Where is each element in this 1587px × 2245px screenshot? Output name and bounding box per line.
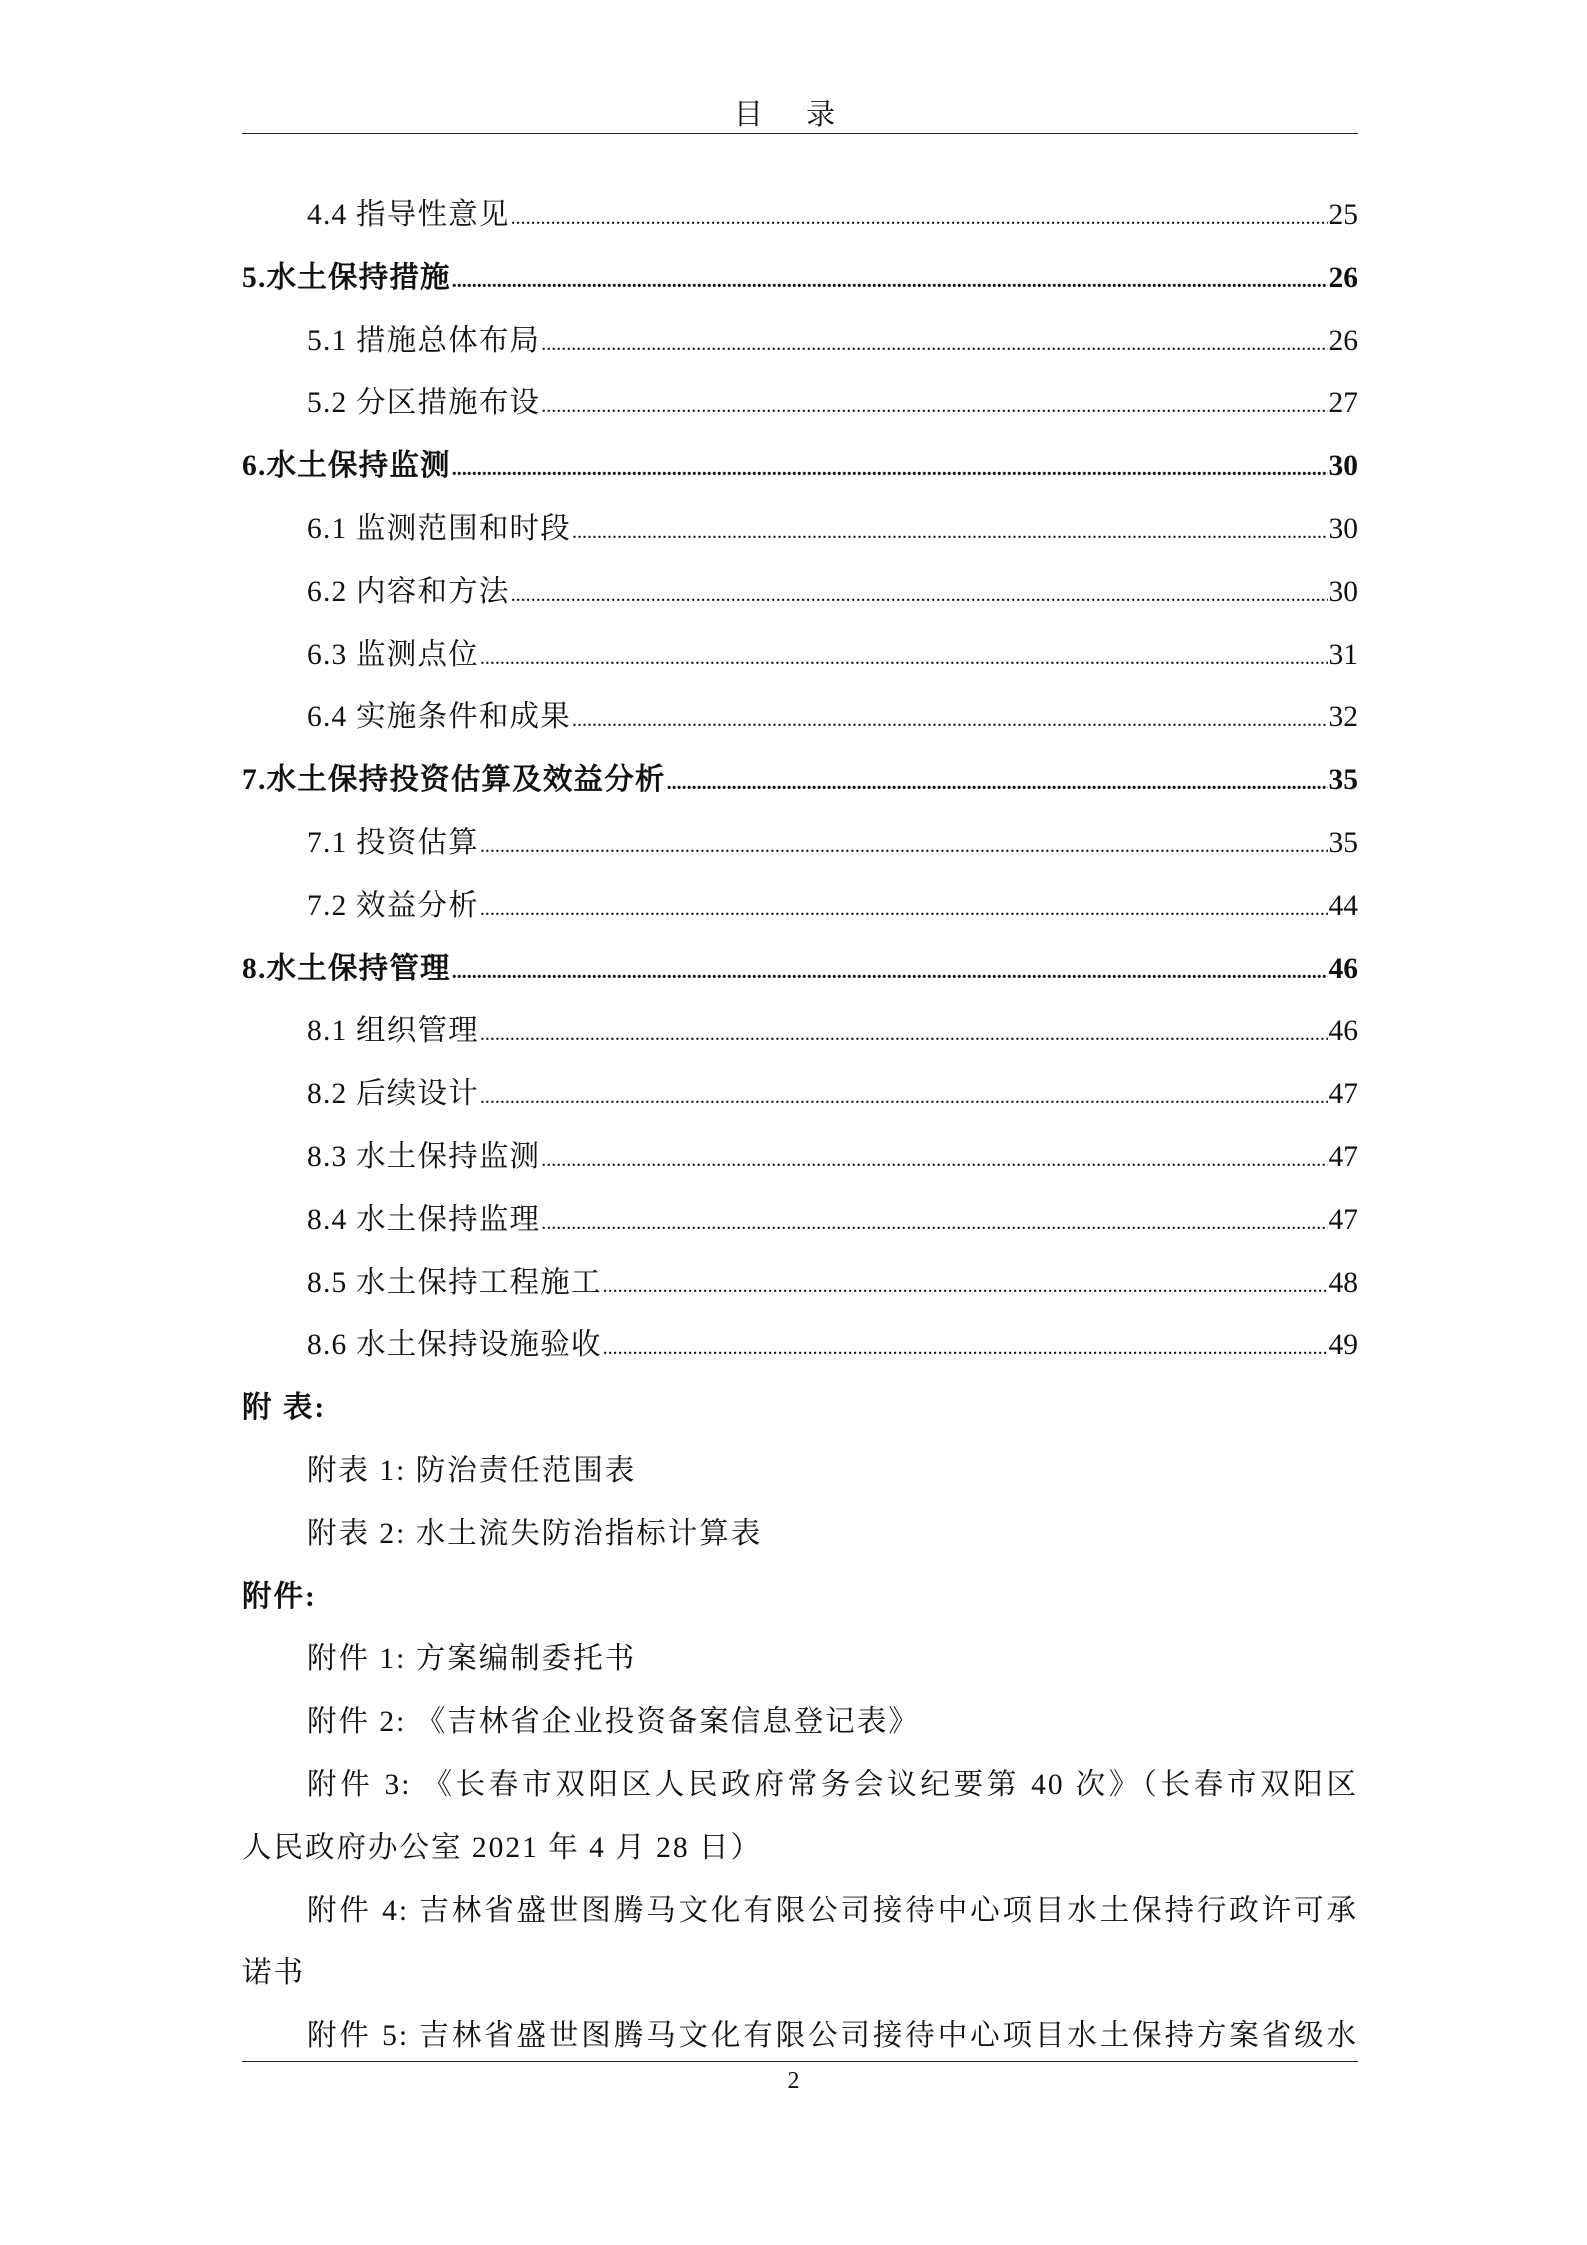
attachment-item: 附件 3: 《长春市双阳区人民政府常务会议纪要第 40 次》（长春市双阳区 bbox=[307, 1768, 1358, 1801]
toc-entry-label: 6.3 监测点位 bbox=[307, 638, 479, 671]
footer-rule bbox=[242, 2061, 1358, 2062]
toc-entry[interactable] bbox=[242, 875, 1358, 938]
toc-entry-page: 25 bbox=[1328, 199, 1358, 231]
schedules-heading: 附 表: bbox=[242, 1392, 327, 1425]
toc-entry[interactable] bbox=[242, 561, 1358, 624]
dot-leader bbox=[452, 438, 1328, 501]
toc-entry[interactable] bbox=[242, 372, 1358, 435]
toc-entry-label: 6.水土保持监测 bbox=[242, 450, 451, 483]
toc-entry-label: 7.2 效益分析 bbox=[307, 889, 479, 922]
toc-entry-page: 32 bbox=[1328, 701, 1358, 734]
dot-leader bbox=[603, 1317, 1328, 1380]
dot-leader bbox=[541, 313, 1327, 376]
toc-entry[interactable] bbox=[242, 1252, 1358, 1315]
toc-entry-page: 47 bbox=[1328, 1078, 1358, 1111]
toc-entry-label: 5.水土保持措施 bbox=[242, 261, 451, 294]
toc-entry-page: 26 bbox=[1328, 324, 1358, 357]
toc-entry[interactable] bbox=[242, 435, 1358, 498]
toc-entry[interactable] bbox=[242, 310, 1358, 373]
attachment-item-continued: 诺书 bbox=[242, 1957, 306, 1990]
attachments-heading: 附件: bbox=[242, 1580, 317, 1613]
table-of-contents bbox=[242, 184, 1358, 2068]
toc-entry-page: 27 bbox=[1328, 387, 1358, 420]
dot-leader bbox=[480, 627, 1328, 690]
toc-entry-label: 6.2 内容和方法 bbox=[307, 575, 510, 608]
toc-list bbox=[242, 184, 1358, 1377]
toc-entry[interactable] bbox=[242, 247, 1358, 310]
toc-entry[interactable] bbox=[242, 1189, 1358, 1252]
header-rule bbox=[242, 133, 1358, 134]
schedule-item: 附表 1: 防治责任范围表 bbox=[307, 1454, 637, 1487]
dot-leader bbox=[480, 1066, 1328, 1129]
page-number: 2 bbox=[787, 2068, 800, 2094]
dot-leader bbox=[572, 689, 1328, 752]
toc-entry[interactable] bbox=[242, 1000, 1358, 1063]
toc-entry[interactable] bbox=[242, 184, 1358, 247]
dot-leader bbox=[541, 1192, 1327, 1255]
toc-entry-page: 46 bbox=[1328, 952, 1358, 985]
dot-leader bbox=[511, 564, 1328, 627]
page-header-title: 目 录 bbox=[733, 99, 854, 131]
toc-entry-page: 46 bbox=[1328, 1015, 1358, 1048]
toc-entry-page: 44 bbox=[1328, 889, 1358, 922]
dot-leader bbox=[480, 815, 1328, 878]
toc-entry-page: 31 bbox=[1328, 638, 1358, 671]
toc-entry[interactable] bbox=[242, 1314, 1358, 1377]
toc-entry-page: 47 bbox=[1328, 1140, 1358, 1173]
toc-entry-page: 30 bbox=[1328, 575, 1358, 608]
dot-leader bbox=[452, 250, 1328, 313]
toc-entry[interactable] bbox=[242, 938, 1358, 1001]
dot-leader bbox=[480, 878, 1328, 941]
toc-entry-label: 8.4 水土保持监理 bbox=[307, 1203, 541, 1236]
toc-entry-page: 48 bbox=[1328, 1266, 1358, 1299]
toc-entry[interactable] bbox=[242, 1126, 1358, 1189]
toc-entry-label: 7.水土保持投资估算及效益分析 bbox=[242, 764, 666, 797]
toc-entry-label: 4.4 指导性意见 bbox=[307, 199, 510, 231]
toc-entry[interactable] bbox=[242, 498, 1358, 561]
attachment-item: 附件 4: 吉林省盛世图腾马文化有限公司接待中心项目水土保持行政许可承 bbox=[307, 1894, 1358, 1927]
toc-entry-label: 8.水土保持管理 bbox=[242, 952, 451, 985]
toc-entry-page: 26 bbox=[1328, 261, 1358, 294]
attachment-item: 附件 1: 方案编制委托书 bbox=[307, 1643, 637, 1676]
toc-entry-label: 8.5 水土保持工程施工 bbox=[307, 1266, 602, 1299]
toc-entry[interactable] bbox=[242, 1063, 1358, 1126]
attachment-item: 附件 5: 吉林省盛世图腾马文化有限公司接待中心项目水土保持方案省级水 bbox=[307, 2020, 1358, 2053]
toc-entry-label: 6.1 监测范围和时段 bbox=[307, 512, 571, 545]
toc-entry-label: 6.4 实施条件和成果 bbox=[307, 701, 571, 734]
toc-entry-label: 5.2 分区措施布设 bbox=[307, 387, 541, 420]
toc-entry-label: 8.1 组织管理 bbox=[307, 1015, 479, 1048]
toc-entry-page: 47 bbox=[1328, 1203, 1358, 1236]
toc-entry-page: 30 bbox=[1328, 450, 1358, 483]
toc-entry-label: 8.3 水土保持监测 bbox=[307, 1140, 541, 1173]
dot-leader bbox=[603, 1255, 1328, 1318]
toc-entry-label: 5.1 措施总体布局 bbox=[307, 324, 541, 357]
attachment-item-continued: 人民政府办公室 2021 年 4 月 28 日） bbox=[242, 1831, 763, 1864]
dot-leader bbox=[452, 941, 1328, 1004]
toc-entry[interactable] bbox=[242, 686, 1358, 749]
dot-leader bbox=[667, 752, 1328, 815]
toc-entry-page: 30 bbox=[1328, 512, 1358, 545]
dot-leader bbox=[541, 375, 1327, 438]
dot-leader bbox=[511, 187, 1328, 250]
toc-entry-label: 8.6 水土保持设施验收 bbox=[307, 1329, 602, 1362]
toc-entry-page: 35 bbox=[1328, 826, 1358, 859]
toc-entry-label: 8.2 后续设计 bbox=[307, 1078, 479, 1111]
toc-entry[interactable] bbox=[242, 624, 1358, 687]
dot-leader bbox=[572, 501, 1328, 564]
toc-entry-label: 7.1 投资估算 bbox=[307, 826, 479, 859]
attachment-item: 附件 2: 《吉林省企业投资备案信息登记表》 bbox=[307, 1706, 920, 1739]
toc-entry-page: 35 bbox=[1328, 764, 1358, 797]
toc-entry[interactable] bbox=[242, 812, 1358, 875]
dot-leader bbox=[480, 1003, 1328, 1066]
toc-entry[interactable] bbox=[242, 749, 1358, 812]
schedule-item: 附表 2: 水土流失防治指标计算表 bbox=[307, 1517, 763, 1550]
toc-entry-page: 49 bbox=[1328, 1329, 1358, 1362]
dot-leader bbox=[541, 1129, 1327, 1192]
